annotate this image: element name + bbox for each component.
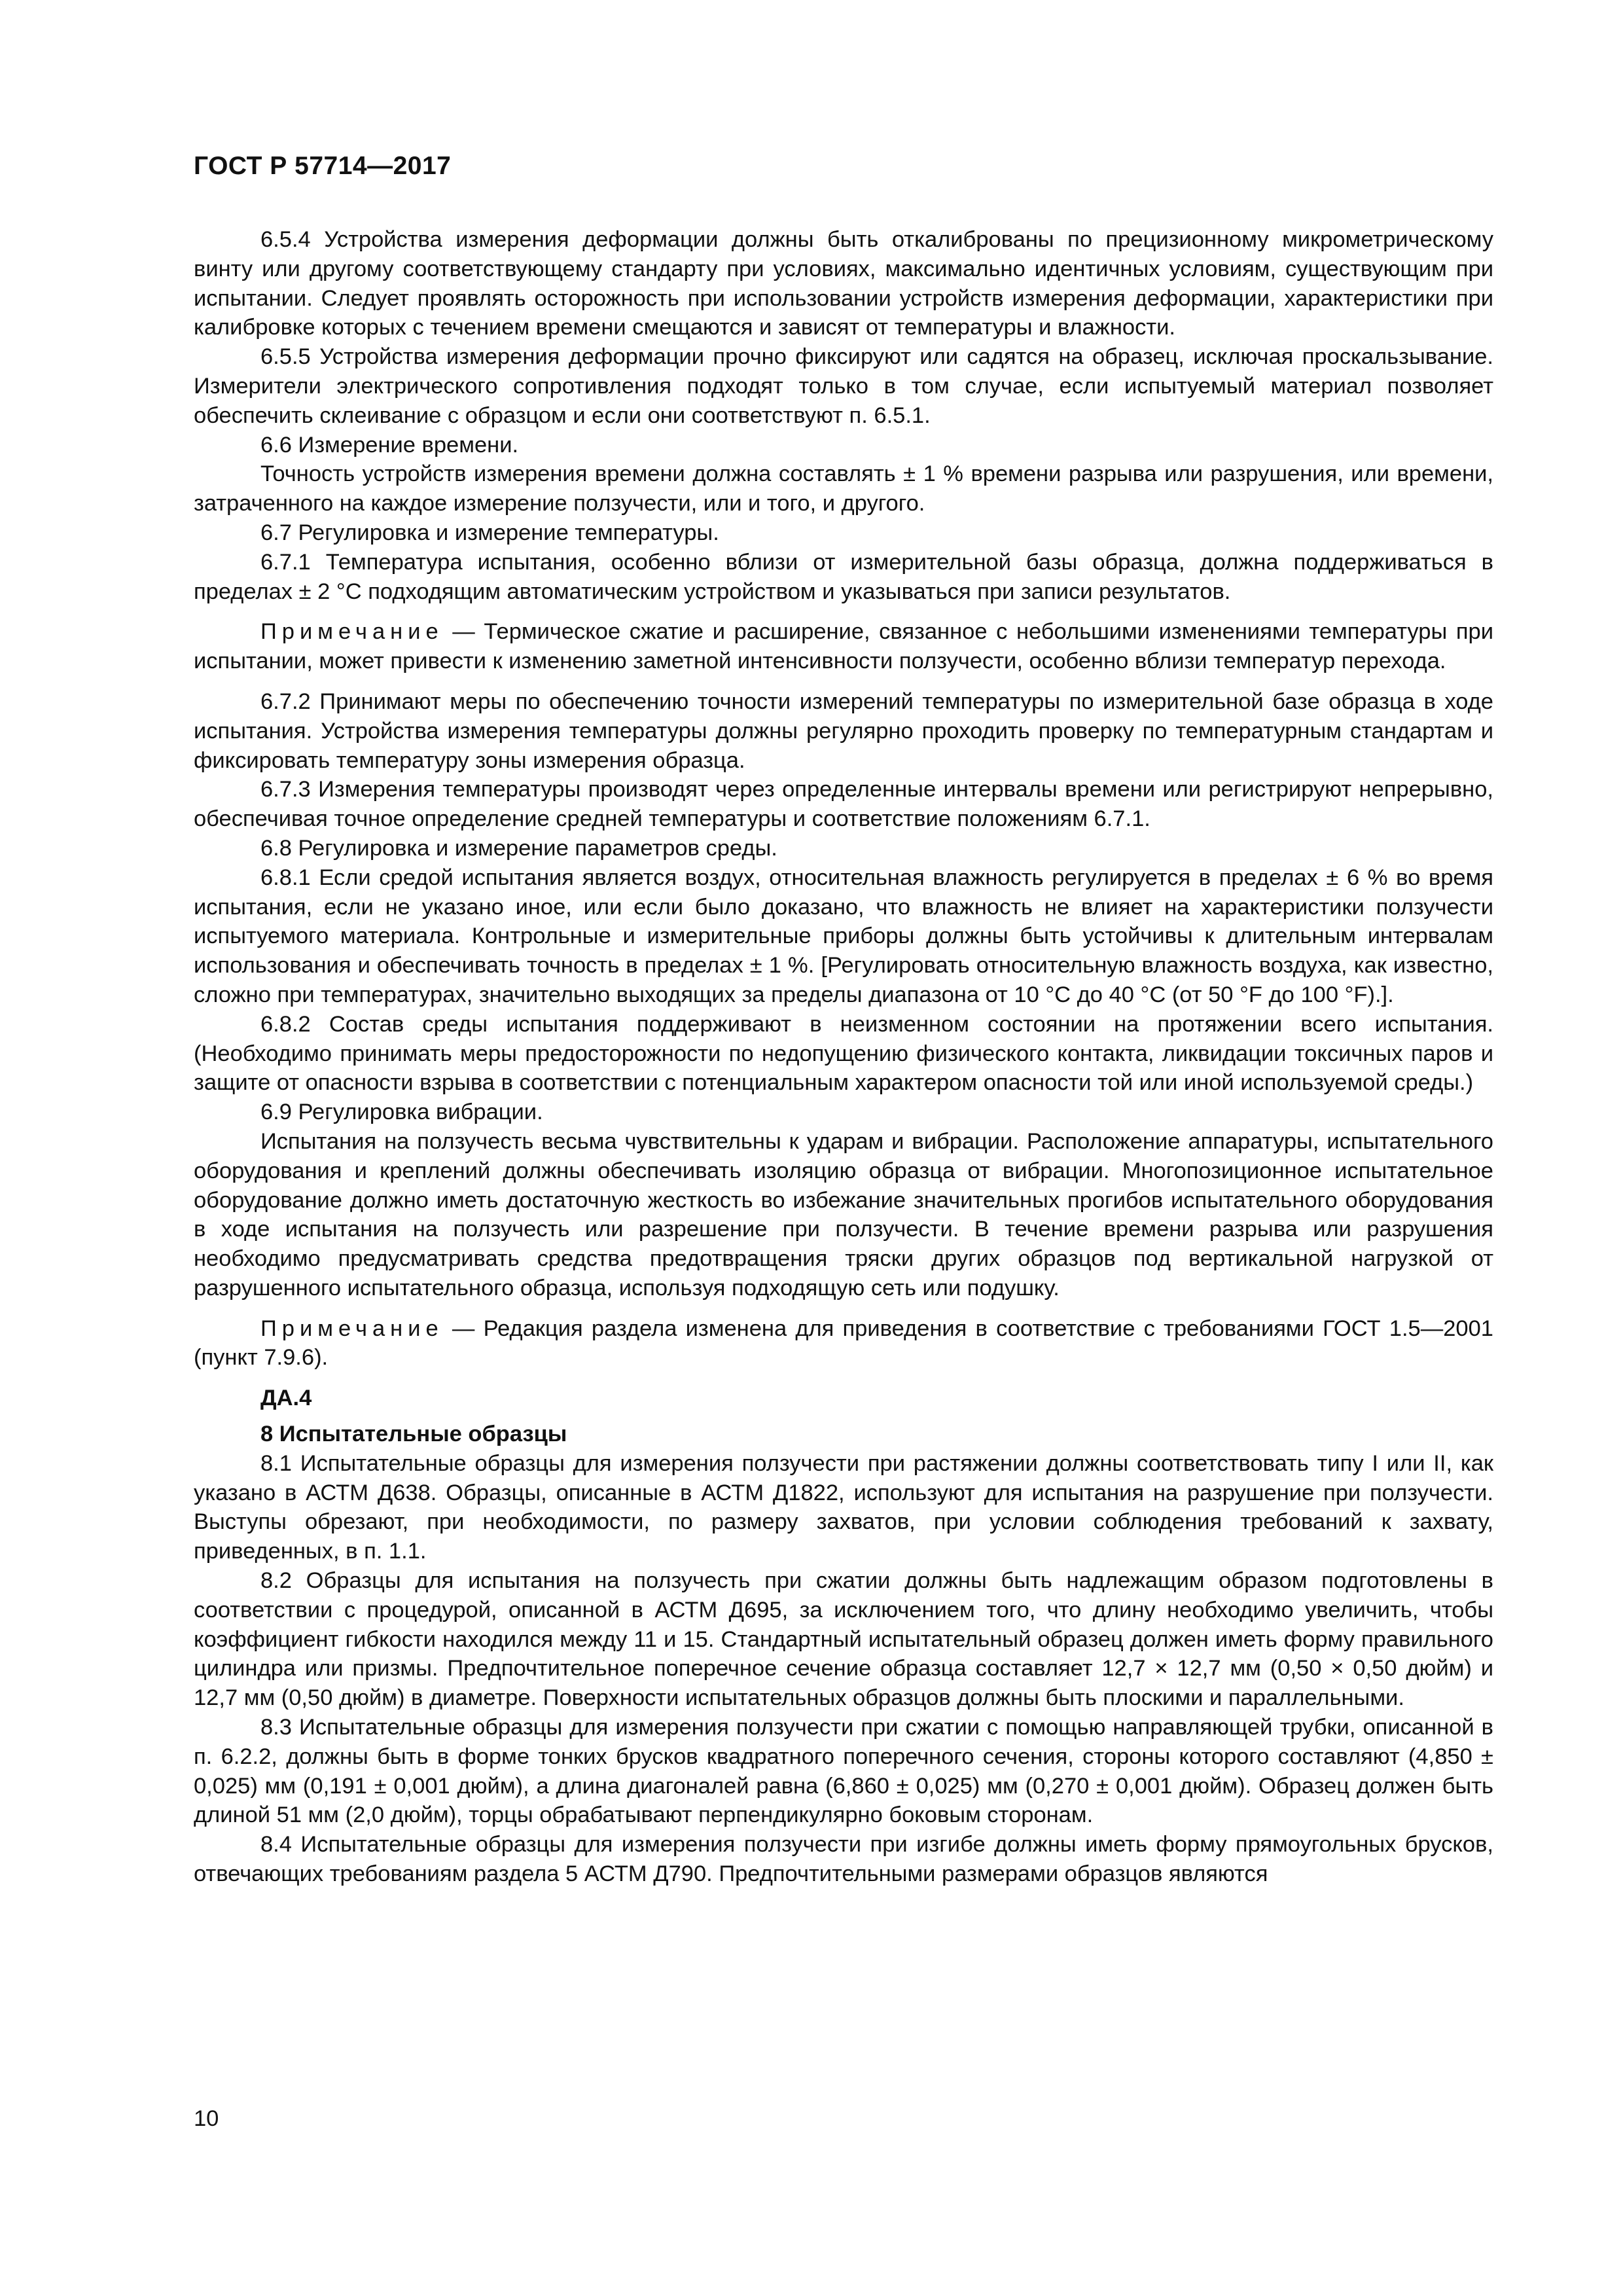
paragraph-6-7-3: 6.7.3 Измерения температуры производят через определенные интервалы времени или регистрируют непрерывно, обеспечивая точное определение средней температуры и соответствие положениям 6.7.1. [194,777,1493,832]
paragraph-8-3: 8.3 Испытательные образцы для измерения ползучести при сжатии с помощью направляющей трубки, описанной в п. 6.2.2, должны быть в форме тонких брусков квадратного поперечного сечения, стороны которого составляют (4,850 ± 0,025) мм (0,191 ± 0,001 дюйм), а длина диагоналей равна (6,860 ± 0,025) мм (0,270 ± 0,001 дюйм). Образец должен быть длиной 51 мм (2,0 дюйм), торцы обрабатывают перпендикулярно боковым сторонам. [194,1715,1493,1828]
paragraph-6-5-4: 6.5.4 Устройства измерения деформации должны быть откалиброваны по прецизионному микрометрическому винту или другому соответствующему стандарту при условиях, максимально идентичных условиям, существующим при испытании. Следует проявлять осторожность при использовании устройств измерения деформации, характеристики при калибровке которых с течением времени смещаются и зависят от температуры и влажности. [194,227,1493,340]
note-text: — Термическое сжатие и расширение, связанное с небольшими изменениями температуры при испытании, может привести к изменению заметной интенсивности ползучести, особенно вблизи температур перехода. [194,619,1493,674]
note-text: — Редакция раздела изменена для приведения в соответствие с требованиями ГОСТ 1.5—2001 (пункт 7.9.6). [194,1316,1493,1371]
note-2 [194,1314,1493,1373]
heading-6-7: 6.7 Регулировка и измерение температуры. [260,520,719,545]
paragraph-6-9: Испытания на ползучесть весьма чувствительны к ударам и вибрации. Расположение аппаратуры, испытательного оборудования и креплений должны обеспечивать изоляцию образца от вибрации. Многопозиционное испытательное оборудование должно иметь достаточную жесткость во избежание значительных прогибов испытательного оборудования в ходе испытания на ползучесть или разрешение при ползучести. В течение времени разрыва или разрушения необходимо предусматривать средства предотвращения тряски других образцов под вертикальной нагрузкой от разрушенного испытательного образца, используя подходящую сеть или подушку. [194,1128,1493,1300]
note-label: Примечание [260,619,444,645]
paragraph-6-8-2: 6.8.2 Состав среды испытания поддерживают в неизменном состоянии на протяжении всего испытания. (Необходимо принимать меры предосторожности по недопущению физического контакта, ликвидации токсичных паров и защите от опасности взрыва в соответствии с потенциальным характером опасности той или иной используемой среды.) [194,1011,1493,1096]
heading-6-8: 6.8 Регулировка и измерение параметров среды. [260,835,777,861]
section-heading-8: 8 Испытательные образцы [260,1422,567,1447]
paragraph-6-8-1: 6.8.1 Если средой испытания является воздух, относительная влажность регулируется в пределах ± 6 % во время испытания, если не указано иное, или если было доказано, что влажность не влияет на характеристики ползучести испытуемого материала. Контрольные и измерительные приборы должны быть устойчивы к длительным интервалам использования и обеспечивать точность в пределах ± 1 %. [Регулировать относительную влажность воздуха, как известно, сложно при температурах, значительно выходящих за пределы диапазона от 10 °С до 40 °С (от 50 °F до 100 °F).]. [194,865,1493,1007]
page-number: 10 [194,2106,219,2131]
paragraph-8-1: 8.1 Испытательные образцы для измерения ползучести при растяжении должны соответствовать типу I или II, как указано в АСТМ Д638. Образцы, описанные в АСТМ Д1822, используют для испытания на разрушение при ползучести. Выступы обрезают, при необходимости, по размеру захватов, при условии соблюдения требований к захвату, приведенных, в п. 1.1. [194,1450,1493,1564]
note-label: Примечание [260,1316,444,1341]
document-body [194,225,1493,1889]
annex-heading-da4: ДА.4 [260,1386,312,1411]
paragraph-6-7-2: 6.7.2 Принимают меры по обеспечению точности измерений температуры по измерительной базе образца в ходе испытания. Устройства измерения температуры должны регулярно проходить проверку по температурным стандартам и фиксировать температуру зоны измерения образца. [194,689,1493,773]
paragraph-8-4: 8.4 Испытательные образцы для измерения ползучести при изгибе должны иметь форму прямоугольных брусков, отвечающих требованиям раздела 5 АСТМ Д790. Предпочтительными размерами образцов являются [194,1832,1493,1887]
paragraph-6-7-1: 6.7.1 Температура испытания, особенно вблизи от измерительной базы образца, должна поддерживаться в пределах ± 2 °С подходящим автоматическим устройством и указываться при записи результатов. [194,549,1493,604]
note-1 [194,617,1493,676]
heading-6-6: 6.6 Измерение времени. [260,432,519,457]
document-header: ГОСТ Р 57714—2017 [194,152,452,180]
paragraph-6-5-5: 6.5.5 Устройства измерения деформации прочно фиксируют или садятся на образец, исключая проскальзывание. Измерители электрического сопротивления подходят только в том случае, если испытуемый материал позволяет обеспечить склеивание с образцом и если они соответствуют п. 6.5.1. [194,344,1493,428]
paragraph-8-2: 8.2 Образцы для испытания на ползучесть при сжатии должны быть надлежащим образом подготовлены в соответствии с процедурой, описанной в АСТМ Д695, за исключением того, что длину необходимо увеличить, чтобы коэффициент гибкости находился между 11 и 15. Стандартный испытательный образец должен иметь форму правильного цилиндра или призмы. Предпочтительное поперечное сечение образца составляет 12,7 × 12,7 мм (0,50 × 0,50 дюйм) и 12,7 мм (0,50 дюйм) в диаметре. Поверхности испытательных образцов должны быть плоскими и параллельными. [194,1568,1493,1711]
paragraph-6-6: Точность устройств измерения времени должна составлять ± 1 % времени разрыва или разрушения, или времени, затраченного на каждое измерение ползучести, или и того, и другого. [194,461,1493,516]
heading-6-9: 6.9 Регулировка вибрации. [260,1100,543,1125]
